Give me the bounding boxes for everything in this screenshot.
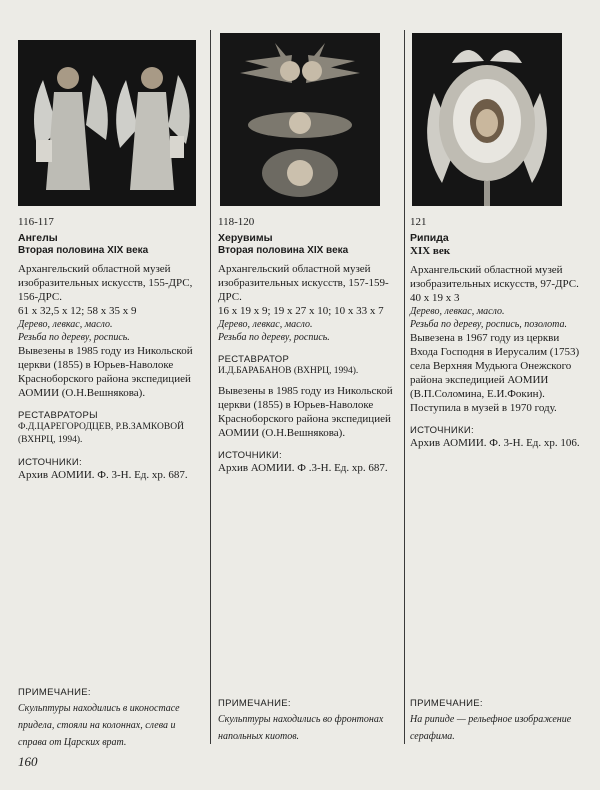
entry-number: 116-117 (18, 216, 54, 228)
entry-provenance: Вывезены в 1985 году из Никольской церкви (1855) в Юрьев-Наволоке Красноборского района экспедицией АОМИИ (О.Н.Вешнякова). (18, 345, 193, 399)
entry-technique: Резьба по дереву, роспись. (218, 332, 330, 343)
catalog-entry-ripida (410, 0, 582, 790)
entry-dimensions: 61 х 32,5 х 12; 58 х 35 х 9 (18, 305, 137, 317)
entry-material: Дерево, левкас, масло. (218, 319, 313, 330)
note-text: Скульптуры находились во фронтонах напольных киотов. (218, 714, 384, 742)
entry-museum: Архангельский областной музей изобразительных искусств, 157-159-ДРС. (218, 263, 389, 303)
entry-number: 118-120 (218, 216, 255, 228)
ripida-photo (412, 33, 562, 206)
column-divider (210, 30, 211, 744)
restorers-heading: РЕСТАВРАТОРЫ (18, 410, 98, 421)
entry-dimensions: 16 х 19 х 9; 19 х 27 х 10; 10 х 33 х 7 (218, 305, 384, 317)
restorer-heading: РЕСТАВРАТОР (218, 354, 290, 365)
sources-heading: ИСТОЧНИКИ: (410, 425, 474, 436)
catalog-entry-angels (18, 0, 201, 790)
catalog-entry-cherubs (218, 0, 399, 790)
entry-sources: Архив АОМИИ. Ф. 3-Н. Ед. хр. 687. (18, 469, 188, 481)
page-number: 160 (18, 754, 38, 769)
sources-heading: ИСТОЧНИКИ: (218, 450, 282, 461)
entry-sources: Архив АОМИИ. Ф. 3-Н. Ед. хр. 106. (410, 437, 580, 449)
entry-date: Вторая половина XIX века (218, 245, 349, 256)
entry-sources: Архив АОМИИ. Ф .3-Н. Ед. хр. 687. (218, 462, 388, 474)
entry-provenance: Вывезена в 1967 году из церкви Входа Господня в Иерусалим (1753) села Верхняя Мудьюга Онежского района экспедицией АОМИИ (В.П.Соломина, Е.И.Фокин). Поступила в музей в 1970 году. (410, 332, 580, 414)
note-heading: ПРИМЕЧАНИЕ: (218, 698, 291, 709)
cherubs-photo (220, 33, 380, 206)
entry-number: 121 (410, 216, 427, 228)
entry-technique: Резьба по дереву, роспись. (18, 332, 130, 343)
entry-title: Ангелы (18, 232, 58, 244)
entry-museum: Архангельский областной музей изобразительных искусств, 97-ДРС. (410, 264, 579, 290)
entry-note (218, 698, 399, 745)
entry-note (410, 698, 582, 745)
entry-title: Рипида (410, 232, 449, 244)
entry-material: Дерево, левкас, масло. (410, 306, 505, 317)
entry-provenance: Вывезены в 1985 году из Никольской церкви (1855) в Юрьев-Наволоке Красноборского района экспедицией АОМИИ (О.Н.Вешнякова). (218, 385, 393, 439)
column-divider (404, 30, 405, 744)
entry-title: Херувимы (218, 232, 273, 244)
entry-restorers: И.Д.БАРАБАНОВ (ВХНРЦ, 1994). (218, 366, 359, 376)
entry-dimensions: 40 х 19 х 3 (410, 292, 460, 304)
note-heading: ПРИМЕЧАНИЕ: (18, 687, 91, 698)
angels-photo (18, 40, 196, 206)
entry-technique: Резьба по дереву, роспись, позолота. (410, 319, 568, 330)
entry-museum: Архангельский областной музей изобразительных искусств, 155-ДРС, 156-ДРС. (18, 263, 193, 303)
note-text: На рипиде — рельефное изображение серафима. (410, 714, 572, 742)
entry-material: Дерево, левкас, масло. (18, 319, 113, 330)
sources-heading: ИСТОЧНИКИ: (18, 457, 82, 468)
entry-date: XIX век (410, 245, 451, 257)
entry-note (18, 687, 201, 751)
entry-date: Вторая половина XIX века (18, 245, 149, 256)
entry-restorers: Ф.Д.ЦАРЕГОРОДЦЕВ, Р.В.ЗАМКОВОЙ (ВХНРЦ, 1994). (18, 422, 184, 445)
note-heading: ПРИМЕЧАНИЕ: (410, 698, 483, 709)
note-text: Скульптуры находились в иконостасе придела, стояли на колоннах, слева и справа от Царских врат. (18, 703, 180, 748)
